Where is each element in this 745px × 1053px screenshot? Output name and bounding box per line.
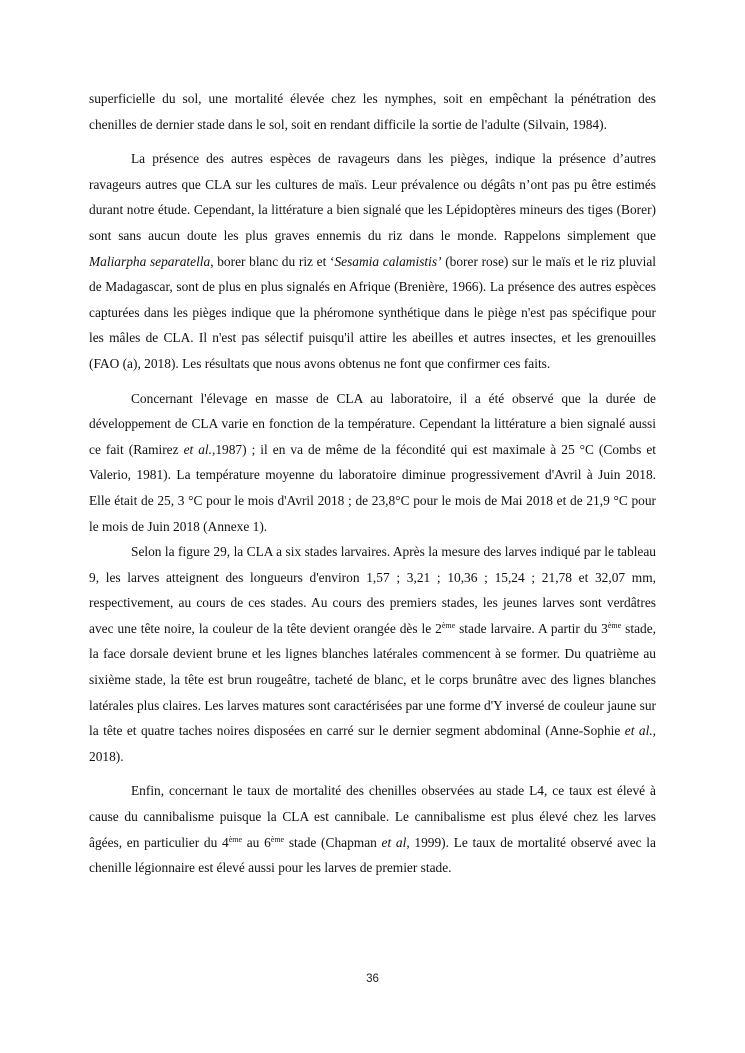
paragraph	[89, 778, 656, 880]
text-run: (borer rose) sur le maïs et le riz pluvial de Madagascar, sont de plus en plus signalés en Afrique (Brenière, 1966). La présence des autres espèces capturées dans les pièges indique que la phéromone synthétique dans le piège n'est pas spécifique pour les mâles de CLA. Il n'est pas sélectif puisqu'il attire les abeilles et autres insectes, et les grenouilles (FAO (a), 2018). Les résultats que nous avons obtenus ne font que confirmer ces faits.	[89, 253, 656, 371]
page-number: 36	[366, 973, 379, 985]
text-run: 1987) ; il en va de même de la fécondité qui est maximale à 25 °C (Combs et Valerio, 1981). La température moyenne du laboratoire diminue progressivement d'Avril à Juin 2018. Elle était de 25, 3 °C pour le mois d'Avril 2018 ; de 23,8°C pour le mois de Mai 2018 et de 21,9 °C pour le mois de Juin 2018 (Annexe 1).	[89, 441, 657, 534]
text-run: 2018).	[89, 748, 124, 764]
text-run: au 6	[242, 834, 271, 850]
text-run: superficielle du sol, une mortalité élevée chez les nymphes, soit en empêchant la pénétration des chenilles de dernier stade dans le sol, soit en rendant difficile la sortie de l'adulte (Silvain, 1984).	[89, 91, 656, 132]
text-run: stade, la face dorsale devient brune et les lignes blanches latérales commencent à se former. Du quatrième au sixième stade, la tête est brun rougeâtre, tacheté de blanc, et le corps brunâtre avec des lignes blanches latérales plus claires. Les larves matures sont caractérisées par une forme d'Y inversé de couleur jaune sur la tête et quatre taches noires disposées en carré sur le dernier segment abdominal (Anne-Sophie	[89, 620, 656, 739]
italic-text: Sesamia calamistis’	[334, 253, 442, 269]
text-run: Selon la figure 29, la CLA a six stades larvaires. Après la mesure des larves indiqué par le tableau 9, les larves atteignent des longueurs d'environ 1,57 ; 3,21 ; 10,36 ; 15,24 ; 21,78 et 32,07 mm, respectivement, au cours de ces stades. Au cours des premiers stades, les jeunes larves sont verdâtres avec une tête noire, la couleur de la tête devient orangée dès le 2	[89, 544, 656, 636]
superscript: ème	[270, 834, 285, 844]
text-run: Enfin, concernant le taux de mortalité des chenilles observées au stade L4, ce taux est élevé à cause du cannibalisme puisque la CLA est cannibale. Le cannibalisme est plus élevé chez les larves âgées, en particulier du 4	[89, 783, 656, 850]
paragraph	[89, 386, 656, 540]
text-run: , 1999). Le taux de mortalité observé avec la chenille légionnaire est élevé aussi pour les larves de premier stade.	[89, 834, 656, 876]
italic-text: et al.,	[624, 723, 657, 739]
paragraph	[89, 146, 656, 376]
superscript: ème	[441, 620, 456, 630]
paragraph	[89, 539, 656, 769]
superscript: ème	[228, 834, 243, 844]
text-run: stade (Chapman	[284, 834, 382, 850]
text-run: stade larvaire. A partir du 3	[455, 620, 608, 636]
superscript: ème	[607, 620, 622, 630]
text-run: , borer blanc du riz et ‘	[210, 253, 335, 269]
body-text	[89, 86, 656, 881]
paragraph	[89, 86, 656, 137]
italic-text: Maliarpha separatella	[89, 253, 211, 269]
text-run: La présence des autres espèces de ravageurs dans les pièges, indique la présence d’autres ravageurs autres que CLA sur les cultures de maïs. Leur prévalence ou dégâts n’ont pas pu être estimés durant notre étude. Cependant, la littérature a bien signalé que les Lépidoptères mineurs des tiges (Borer) sont sans aucun doute les plus graves ennemis du riz dans le monde. Rappelons simplement que	[89, 151, 656, 243]
text-run: Concernant l'élevage en masse de CLA au laboratoire, il a été observé que la durée de développement de CLA varie en fonction de la température. Cependant la littérature a bien signalé aussi ce fait (Ramirez	[89, 390, 656, 457]
italic-text: et al	[381, 834, 407, 850]
italic-text: et al.,	[183, 441, 216, 457]
